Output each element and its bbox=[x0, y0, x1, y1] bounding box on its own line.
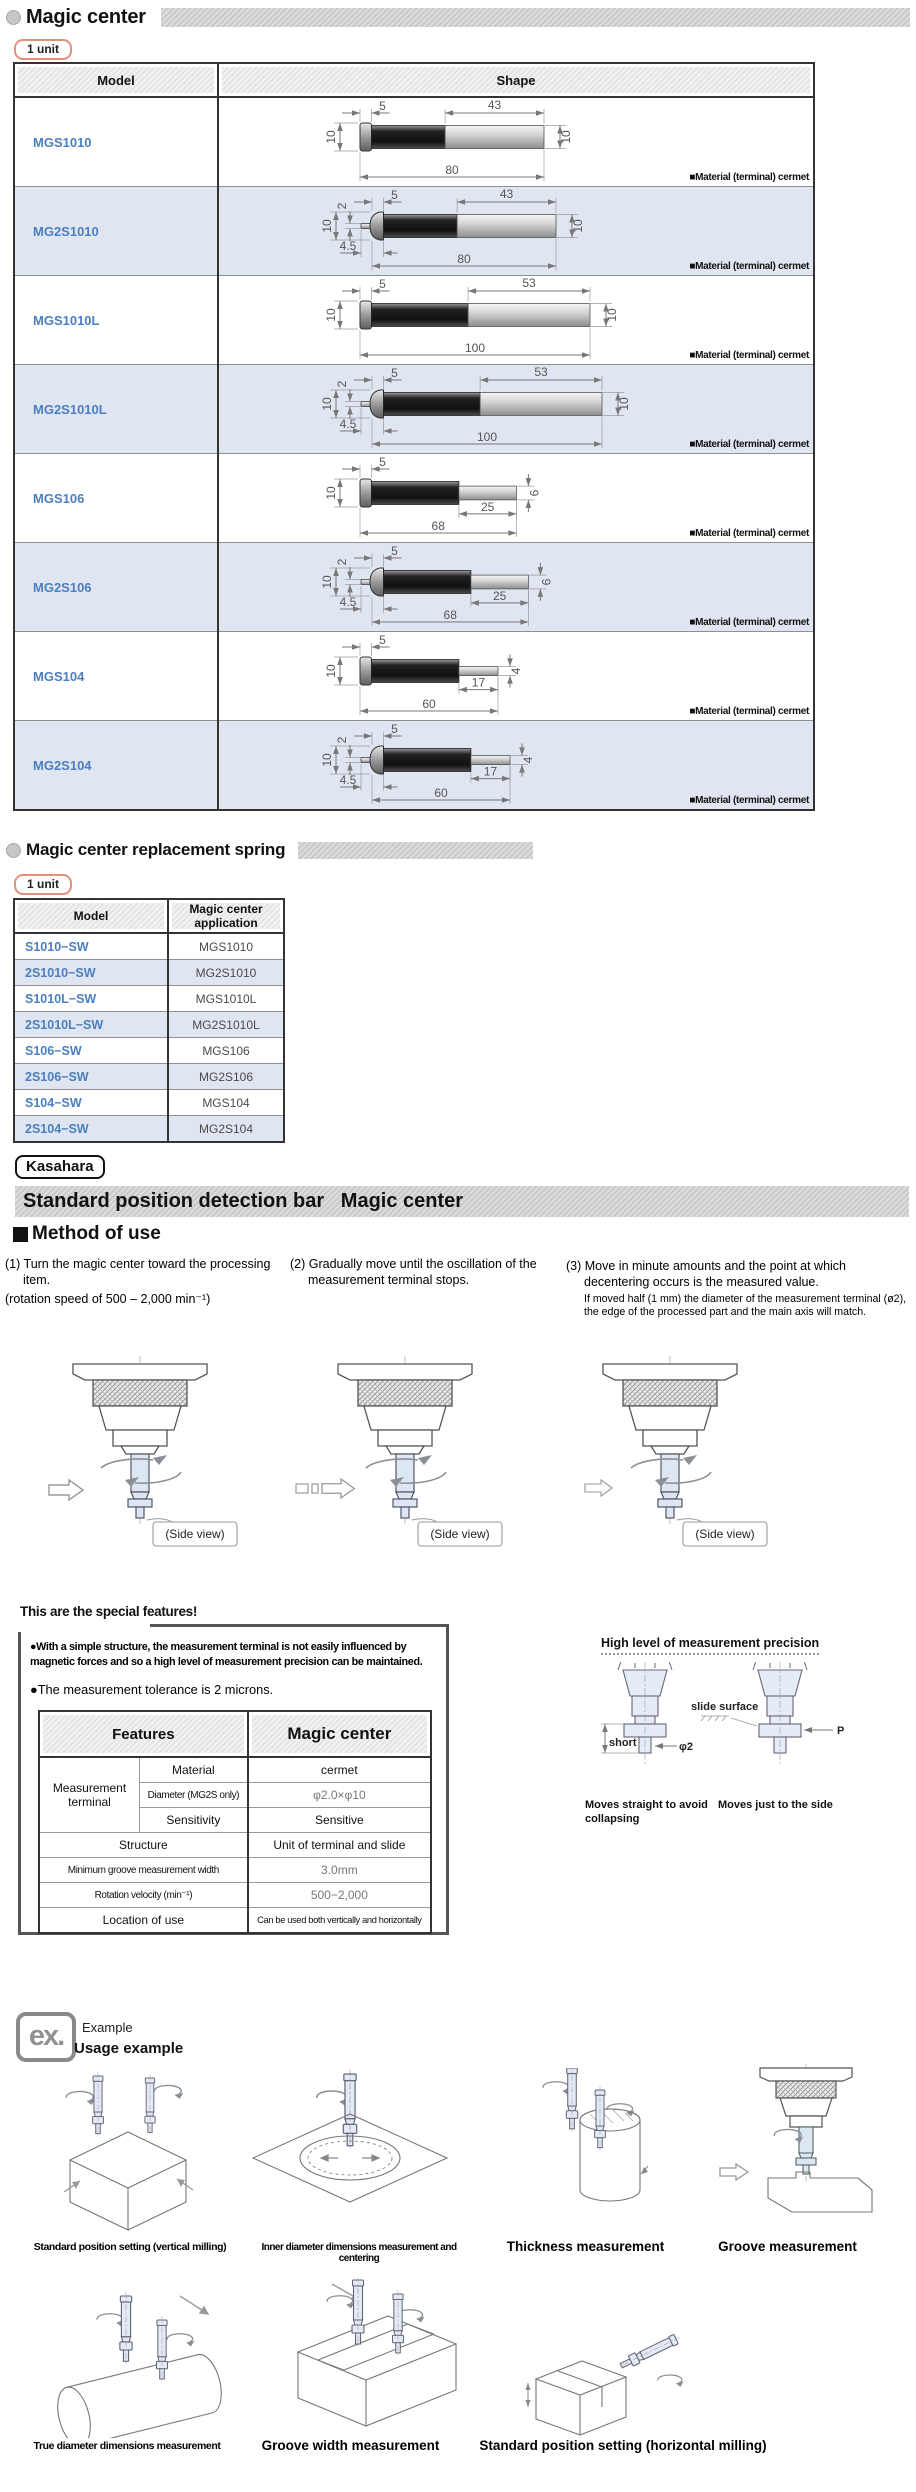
spring-table-row bbox=[14, 1012, 284, 1038]
usage-caption: Standard position setting (vertical milling) bbox=[33, 2241, 227, 2253]
usage-caption: True diameter dimensions measurement bbox=[33, 2440, 221, 2452]
spring-table-row bbox=[14, 986, 284, 1012]
spring-application: MGS104 bbox=[202, 1095, 250, 1110]
usage-caption: Thickness measurement bbox=[506, 2239, 665, 2254]
shape-table-header-shape: Shape bbox=[218, 63, 814, 97]
feature-value: Can be used both vertically and horizontally bbox=[248, 1908, 431, 1934]
svg-text:6: 6 bbox=[527, 489, 542, 497]
shape-table-row bbox=[14, 543, 814, 632]
svg-text:53: 53 bbox=[522, 277, 536, 290]
features-heading: This are the special features! bbox=[20, 1604, 198, 1619]
product-header: Standard position detection bar Magic center bbox=[15, 1186, 909, 1217]
svg-text:68: 68 bbox=[431, 519, 445, 533]
technical-drawing bbox=[555, 1354, 790, 1559]
model-link[interactable]: MGS106 bbox=[14, 454, 218, 543]
svg-text:5: 5 bbox=[391, 188, 398, 202]
svg-text:60: 60 bbox=[422, 697, 436, 711]
spring-application: MGS1010 bbox=[198, 939, 254, 954]
brand-badge: Kasahara bbox=[15, 1155, 105, 1179]
svg-text:4: 4 bbox=[521, 756, 535, 764]
spring-model-link[interactable]: S106−SW bbox=[14, 1038, 168, 1064]
model-link[interactable]: MGS104 bbox=[14, 632, 218, 721]
shape-drawing-cell bbox=[218, 365, 814, 454]
section-header-magic-center bbox=[6, 6, 910, 29]
shape-drawing-cell bbox=[218, 632, 814, 721]
svg-text:43: 43 bbox=[499, 188, 514, 201]
method-heading bbox=[13, 1223, 161, 1245]
svg-text:5: 5 bbox=[379, 99, 386, 113]
feature-value: 500−2,000 bbox=[248, 1883, 431, 1908]
model-link[interactable]: MG2S104 bbox=[14, 721, 218, 811]
spring-table bbox=[13, 898, 285, 1143]
technical-drawing bbox=[25, 1354, 260, 1559]
shape-table bbox=[13, 62, 815, 811]
spring-table-row bbox=[14, 1090, 284, 1116]
usage-caption: Groove width measurement bbox=[261, 2438, 440, 2453]
technical-drawing bbox=[472, 2068, 672, 2233]
material-note: ■Material (terminal) cermet bbox=[689, 350, 809, 361]
features-row bbox=[39, 1908, 431, 1934]
page-title: Magic center bbox=[26, 6, 146, 28]
spring-table-header-row bbox=[14, 899, 284, 933]
spring-table-row bbox=[14, 1064, 284, 1090]
spring-table-header-application: Magic center application bbox=[168, 899, 284, 933]
svg-text:2: 2 bbox=[335, 202, 349, 210]
shape-drawing-cell bbox=[218, 187, 814, 276]
svg-text:10: 10 bbox=[320, 575, 334, 589]
svg-text:80: 80 bbox=[445, 163, 459, 177]
svg-text:2: 2 bbox=[335, 736, 349, 744]
feature-label: Sensitivity bbox=[140, 1808, 248, 1833]
material-note: ■Material (terminal) cermet bbox=[689, 528, 809, 539]
precision-caption: Moves just to the side bbox=[718, 1799, 833, 1811]
feature-value: 3.0mm bbox=[248, 1858, 431, 1883]
feature-value: φ2.0×φ10 bbox=[248, 1783, 431, 1808]
svg-text:10: 10 bbox=[320, 397, 334, 411]
usage-illustration-true-diameter bbox=[30, 2288, 240, 2443]
svg-text:60: 60 bbox=[434, 786, 448, 800]
feature-label: Location of use bbox=[39, 1908, 248, 1934]
square-bullet-icon bbox=[13, 1227, 28, 1242]
precision-illustration bbox=[585, 1662, 915, 1779]
usage-illustration-groove-width bbox=[240, 2278, 460, 2443]
step-text: (1) Turn the magic center toward the processing item. bbox=[5, 1257, 271, 1288]
svg-text:slide surface: slide surface bbox=[691, 1701, 759, 1713]
svg-text:25: 25 bbox=[480, 499, 495, 514]
shape-table-row bbox=[14, 97, 814, 187]
spring-application: MGS1010L bbox=[195, 991, 257, 1006]
usage-caption: Standard position setting (horizontal milling) bbox=[479, 2438, 767, 2453]
svg-text:P: P bbox=[837, 1725, 845, 1737]
usage-caption: Inner diameter dimensions measurement and centering bbox=[261, 2242, 457, 2264]
svg-text:(Side view): (Side view) bbox=[695, 1527, 755, 1541]
magic-center-col-header: Magic center bbox=[248, 1711, 431, 1757]
technical-drawing bbox=[240, 2278, 460, 2438]
svg-text:10: 10 bbox=[571, 219, 585, 233]
spring-application: MG2S1010L bbox=[192, 1017, 260, 1032]
model-link[interactable]: MG2S106 bbox=[14, 543, 218, 632]
step-note: (rotation speed of 500 – 2,000 min⁻¹) bbox=[5, 1291, 211, 1306]
precision-caption: Moves straight to avoid collapsing bbox=[585, 1799, 708, 1826]
shape-drawing-cell bbox=[218, 97, 814, 187]
unit-badge: 1 unit bbox=[14, 874, 72, 895]
technical-drawing bbox=[235, 2068, 465, 2233]
svg-text:5: 5 bbox=[391, 722, 398, 736]
technical-drawing bbox=[28, 2072, 228, 2237]
svg-text:(Side view): (Side view) bbox=[165, 1527, 225, 1541]
spring-table-row bbox=[14, 960, 284, 986]
usage-illustration-thickness bbox=[472, 2068, 672, 2238]
usage-illustration-groove bbox=[668, 2062, 898, 2242]
spring-model-link[interactable]: 2S106−SW bbox=[14, 1064, 168, 1090]
svg-text:10: 10 bbox=[559, 130, 573, 144]
svg-text:10: 10 bbox=[324, 486, 338, 500]
example-label: Example bbox=[82, 2020, 133, 2035]
feature-label: Rotation velocity (min⁻¹) bbox=[39, 1883, 248, 1908]
svg-text:4.5: 4.5 bbox=[339, 417, 357, 431]
usage-illustration-inner-diameter bbox=[235, 2068, 465, 2238]
feature-label: Structure bbox=[39, 1833, 248, 1858]
usage-illustration-vertical-milling bbox=[28, 2072, 228, 2242]
shape-drawing-cell bbox=[218, 276, 814, 365]
svg-text:5: 5 bbox=[391, 366, 398, 380]
svg-text:2: 2 bbox=[335, 380, 349, 388]
spring-table-row bbox=[14, 1038, 284, 1064]
section-header-replacement-spring bbox=[6, 840, 533, 860]
material-note: ■Material (terminal) cermet bbox=[689, 706, 809, 717]
example-badge-icon: ex. bbox=[16, 2012, 76, 2062]
method-step bbox=[566, 1258, 912, 1320]
svg-text:φ2: φ2 bbox=[679, 1741, 693, 1753]
technical-drawing bbox=[585, 1662, 915, 1774]
model-link[interactable]: MGS1010L bbox=[14, 276, 218, 365]
svg-text:43: 43 bbox=[487, 99, 502, 112]
svg-text:10: 10 bbox=[617, 397, 631, 411]
shape-drawing-cell bbox=[218, 454, 814, 543]
feature-label: Diameter (MG2S only) bbox=[140, 1783, 248, 1808]
svg-text:5: 5 bbox=[379, 277, 386, 291]
svg-text:5: 5 bbox=[391, 544, 398, 558]
method-step bbox=[5, 1256, 281, 1307]
shape-table-row bbox=[14, 721, 814, 811]
spindle-illustration-2 bbox=[290, 1354, 525, 1559]
header-bar bbox=[298, 842, 533, 859]
unit-badge: 1 unit bbox=[14, 39, 72, 60]
bullet-icon bbox=[6, 843, 21, 858]
material-note: ■Material (terminal) cermet bbox=[689, 617, 809, 628]
feature-label: Material bbox=[140, 1757, 248, 1783]
spring-model-link[interactable]: 2S1010−SW bbox=[14, 960, 168, 986]
spring-table-row bbox=[14, 1116, 284, 1143]
svg-text:10: 10 bbox=[324, 308, 338, 322]
method-step bbox=[290, 1256, 562, 1289]
svg-text:short: short bbox=[609, 1737, 637, 1749]
svg-text:4: 4 bbox=[509, 667, 523, 675]
spring-application: MG2S1010 bbox=[195, 965, 257, 980]
feature-value: cermet bbox=[248, 1757, 431, 1783]
usage-example-label: Usage example bbox=[74, 2040, 184, 2057]
features-row bbox=[39, 1883, 431, 1908]
features-row bbox=[39, 1833, 431, 1858]
features-row bbox=[39, 1757, 431, 1783]
spring-model-link[interactable]: S1010−SW bbox=[14, 933, 168, 960]
features-col-header: Features bbox=[39, 1711, 248, 1757]
spring-model-link[interactable]: S1010L−SW bbox=[14, 986, 168, 1012]
technical-drawing bbox=[290, 1354, 525, 1559]
spring-table-row bbox=[14, 933, 284, 960]
feature-label: Minimum groove measurement width bbox=[39, 1858, 248, 1883]
precision-title: High level of measurement precision bbox=[601, 1636, 819, 1655]
header-bar bbox=[161, 8, 910, 27]
svg-text:17: 17 bbox=[483, 764, 498, 779]
shape-table-row bbox=[14, 454, 814, 543]
feature-bullet: ●With a simple structure, the measurement terminal is not easily influenced by magnetic forces and so a high level of measurement precision can be maintained. bbox=[30, 1641, 423, 1668]
features-group-label: Measurement terminal bbox=[39, 1757, 140, 1833]
svg-text:2: 2 bbox=[335, 558, 349, 566]
features-box-line bbox=[18, 1632, 21, 1935]
shape-table-row bbox=[14, 187, 814, 276]
step-text: (2) Gradually move until the oscillation of the measurement terminal stops. bbox=[290, 1257, 537, 1288]
svg-text:68: 68 bbox=[443, 608, 457, 622]
shape-table-header-row bbox=[14, 63, 814, 97]
svg-text:25: 25 bbox=[492, 588, 507, 603]
svg-text:10: 10 bbox=[320, 753, 334, 767]
shape-drawing-cell bbox=[218, 543, 814, 632]
feature-value: Sensitive bbox=[248, 1808, 431, 1833]
svg-text:10: 10 bbox=[320, 219, 334, 233]
shape-table-header-model: Model bbox=[14, 63, 218, 97]
bullet-icon bbox=[6, 10, 21, 25]
features-box-line bbox=[150, 1624, 449, 1627]
spring-model-link[interactable]: 2S1010L−SW bbox=[14, 1012, 168, 1038]
spindle-illustration-3 bbox=[555, 1354, 790, 1559]
svg-text:53: 53 bbox=[534, 366, 548, 379]
svg-text:10: 10 bbox=[324, 130, 338, 144]
svg-text:5: 5 bbox=[379, 455, 386, 469]
spring-table-header-model: Model bbox=[14, 899, 168, 933]
spring-application: MGS106 bbox=[202, 1043, 250, 1058]
svg-text:5: 5 bbox=[379, 633, 386, 647]
feature-value: Unit of terminal and slide bbox=[248, 1833, 431, 1858]
usage-illustration-horizontal-milling bbox=[470, 2295, 710, 2450]
svg-text:17: 17 bbox=[471, 675, 486, 690]
material-note: ■Material (terminal) cermet bbox=[689, 795, 809, 806]
material-note: ■Material (terminal) cermet bbox=[689, 172, 809, 183]
material-note: ■Material (terminal) cermet bbox=[689, 439, 809, 450]
usage-caption: Groove measurement bbox=[718, 2239, 857, 2254]
svg-text:4.5: 4.5 bbox=[339, 773, 357, 787]
method-heading-label: Method of use bbox=[32, 1223, 161, 1244]
shape-table-row bbox=[14, 365, 814, 454]
technical-drawing bbox=[470, 2295, 710, 2445]
features-box-line bbox=[446, 1624, 449, 1935]
step-text: (3) Move in minute amounts and the point at which decentering occurs is the measured value. bbox=[566, 1259, 847, 1290]
feature-bullet: ●The measurement tolerance is 2 microns. bbox=[30, 1682, 274, 1697]
svg-text:100: 100 bbox=[464, 341, 486, 355]
spring-model-link[interactable]: S104−SW bbox=[14, 1090, 168, 1116]
model-link[interactable]: MG2S1010 bbox=[14, 187, 218, 276]
material-note: ■Material (terminal) cermet bbox=[689, 261, 809, 272]
shape-drawing-cell bbox=[218, 721, 814, 811]
features-row bbox=[39, 1858, 431, 1883]
svg-text:80: 80 bbox=[457, 252, 471, 266]
technical-drawing bbox=[30, 2288, 240, 2438]
spring-model-link[interactable]: 2S104−SW bbox=[14, 1116, 168, 1143]
shape-table-row bbox=[14, 632, 814, 721]
model-link[interactable]: MG2S1010L bbox=[14, 365, 218, 454]
model-link[interactable]: MGS1010 bbox=[14, 97, 218, 187]
svg-text:6: 6 bbox=[539, 578, 554, 586]
spindle-illustration-1 bbox=[25, 1354, 260, 1559]
shape-table-row bbox=[14, 276, 814, 365]
svg-text:100: 100 bbox=[476, 430, 498, 444]
spring-application: MG2S104 bbox=[198, 1121, 254, 1136]
spring-application: MG2S106 bbox=[198, 1069, 254, 1084]
svg-text:10: 10 bbox=[324, 664, 338, 678]
svg-text:(Side view): (Side view) bbox=[430, 1527, 490, 1541]
spring-section-title: Magic center replacement spring bbox=[26, 840, 286, 859]
svg-text:4.5: 4.5 bbox=[339, 595, 357, 609]
svg-text:4.5: 4.5 bbox=[339, 239, 357, 253]
features-table bbox=[38, 1710, 432, 1934]
step-note: If moved half (1 mm) the diameter of the measurement terminal (ø2), the edge of the processed part and the main axis will match. bbox=[584, 1292, 907, 1319]
svg-text:10: 10 bbox=[605, 308, 619, 322]
features-header-row bbox=[39, 1711, 431, 1757]
